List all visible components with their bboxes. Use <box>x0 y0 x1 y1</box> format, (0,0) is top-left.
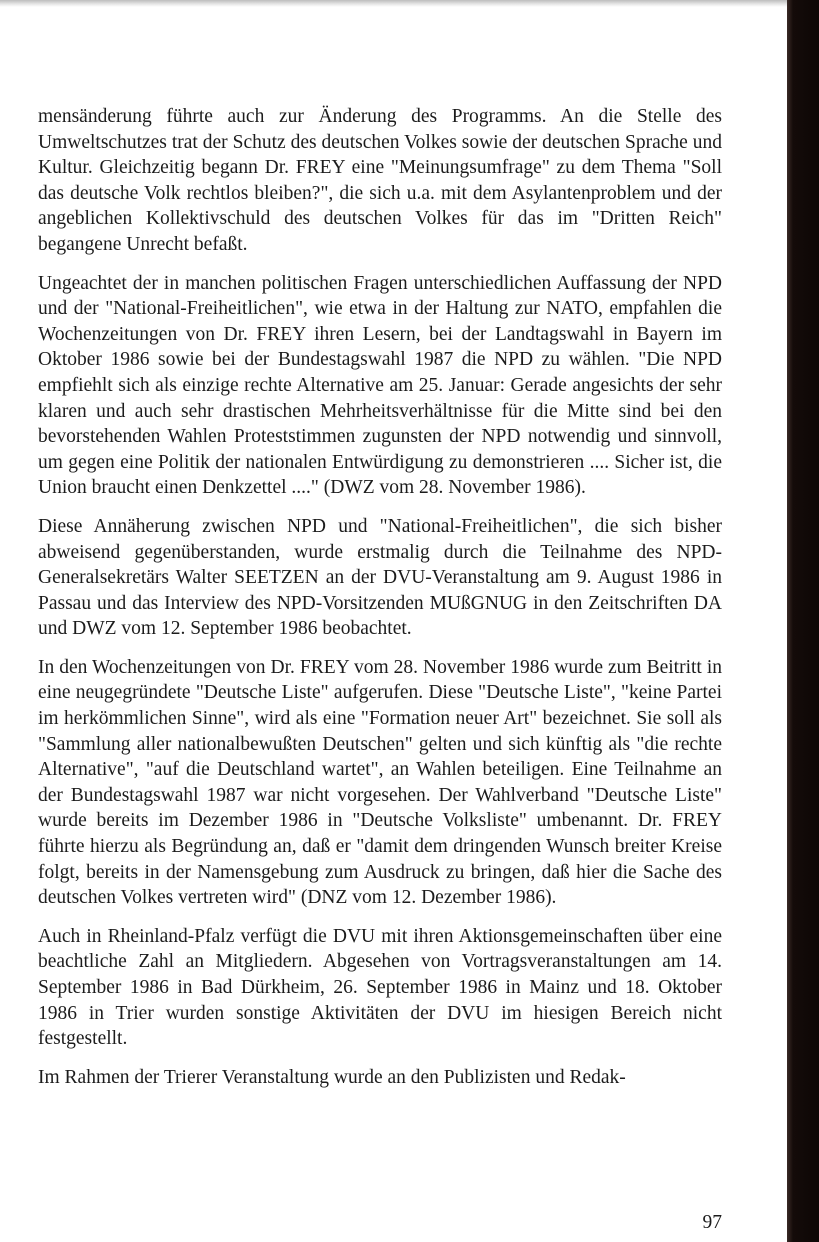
paragraph-deutsche-liste: In den Wochenzeitungen von Dr. FREY vom 28. November 1986 wurde zum Beitritt in eine neugegründete "Deutsche Liste" aufgerufen. Diese "Deutsche Liste", "keine Partei im herkömmlichen Sinne", wird als eine "Formation neuer Art" bezeichnet. Sie soll als "Sammlung aller nationalbewußten Deutschen" gelten und sich künftig als "die rechte Alternative", "auf die Deutschland wartet", an Wahlen beteiligen. Eine Teilnahme an der Bundestagswahl 1987 war nicht vorgesehen. Der Wahlverband "Deutsche Liste" wurde bereits im Dezember 1986 in "Deutsche Volksliste" umbenannt. Dr. FREY führte hierzu als Begründung an, daß er "damit dem dringenden Wunsch breiter Kreise folgt, bereits in der Namensgebung zum Ausdruck zu bringen, daß hier die Sache des deutschen Volkes vertreten wird" (DNZ vom 12. Dezember 1986). <box>38 656 722 909</box>
paragraph-program-change: mensänderung führte auch zur Änderung des Programms. An die Stelle des Umweltschutzes trat der Schutz des deutschen Volkes sowie der deutschen Sprache und Kultur. Gleichzeitig begann Dr. FREY eine "Meinungsumfrage" zu dem Thema "Soll das deutsche Volk rechtlos bleiben?", die sich u.a. mit dem Asylantenproblem und der angeblichen Kollektivschuld des deutschen Volkes für das im "Dritten Reich" begangene Unrecht befaßt. <box>38 106 722 255</box>
paragraph-npd-recommendation: Ungeachtet der in manchen politischen Fragen unterschiedlichen Auffassung der NPD und der "National-Freiheitlichen", wie etwa in der Haltung zur NATO, empfahlen die Wochenzeitungen von Dr. FREY ihren Lesern, bei der Landtagswahl in Bayern im Oktober 1986 sowie bei der Bundestagswahl 1987 die NPD zu wählen. "Die NPD empfiehlt sich als einzige rechte Alternative am 25. Januar: Gerade angesichts der sehr klaren und auch sehr drastischen Mehrheitsverhältnisse für die Mitte sind bei den bevorstehenden Wahlen Proteststimmen zugunsten der NPD notwendig und sinnvoll, um gegen eine Politik der nationalen Entwürdigung zu demonstrieren .... Sicher ist, die Union braucht einen Denkzettel ...." (DWZ vom 28. November 1986). <box>38 272 722 499</box>
paragraph-rapprochement: Diese Annäherung zwischen NPD und "National-Freiheitlichen", die sich bisher abweisend gegenüberstanden, wurde erstmalig durch die Teilnahme des NPD-Generalsekretärs Walter SEETZEN an der DVU-Veranstaltung am 9. August 1986 in Passau und das Interview des NPD-Vorsitzenden MUßGNUG in den Zeitschriften DA und DWZ vom 12. September 1986 beobachtet. <box>38 515 722 640</box>
paragraph-rheinland-pfalz: Auch in Rheinland-Pfalz verfügt die DVU mit ihren Aktionsgemeinschaften über eine beachtliche Zahl an Mitgliedern. Abgesehen von Vortragsveranstaltungen am 14. September 1986 in Bad Dürkheim, 26. September 1986 in Mainz und 18. Oktober 1986 in Trier wurden sonstige Aktivitäten der DVU im hiesigen Bereich nicht festgestellt. <box>38 925 722 1050</box>
page-body <box>38 104 722 1103</box>
page-top-edge <box>0 0 819 7</box>
paragraph-trier-event: Im Rahmen der Trierer Veranstaltung wurde an den Publizisten und Redak- <box>38 1066 626 1088</box>
book-binding-edge <box>787 0 819 1242</box>
page-number: 97 <box>702 1212 722 1233</box>
